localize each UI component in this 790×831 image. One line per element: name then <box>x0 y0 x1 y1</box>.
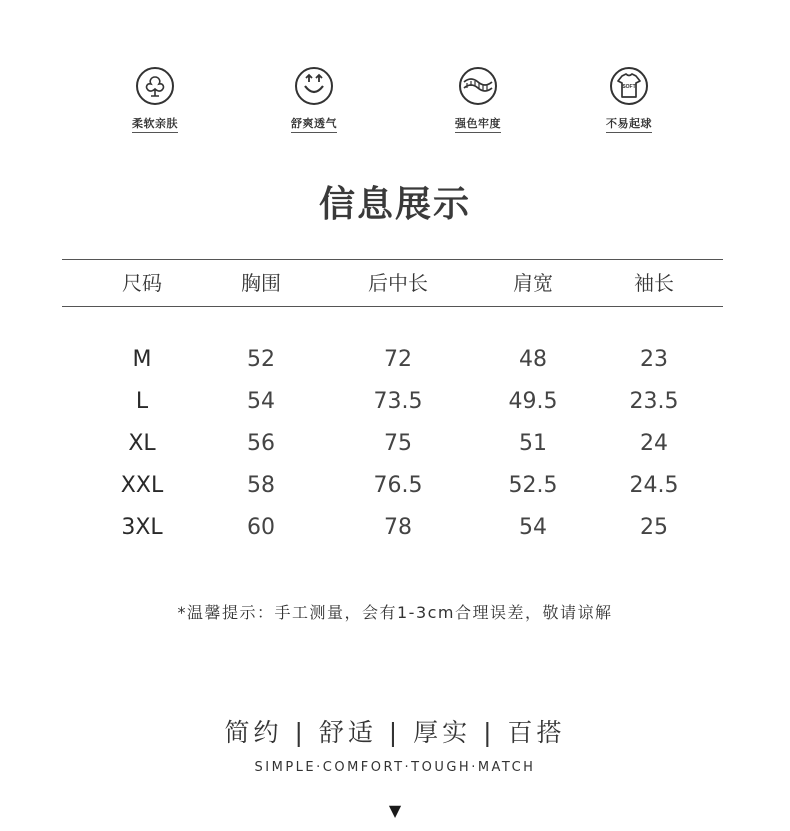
cell-size: XXL <box>120 473 164 498</box>
cell-length: 75 <box>384 431 412 456</box>
table-row <box>62 423 723 465</box>
feature-label: 不易起球 <box>606 115 652 133</box>
cell-chest: 54 <box>247 389 275 414</box>
feature-color-fastness <box>433 66 523 133</box>
feature-icons-row <box>0 66 790 146</box>
feature-breathable <box>269 66 359 133</box>
column-header-chest: 胸围 <box>241 271 281 295</box>
feature-anti-pilling <box>584 66 674 133</box>
cell-sleeve: 24.5 <box>629 473 679 498</box>
cell-chest: 56 <box>247 431 275 456</box>
section-title: 信息展示 <box>318 184 471 225</box>
feature-label: 柔软亲肤 <box>132 115 178 133</box>
breathable-smile-icon <box>294 66 334 106</box>
cell-chest: 60 <box>247 515 275 540</box>
cell-sleeve: 24 <box>640 431 668 456</box>
tagline-chinese: 简约 | 舒适 | 厚实 | 百搭 <box>224 718 566 747</box>
table-header-row <box>62 259 723 307</box>
tagline-english: SIMPLE·COMFORT·TOUGH·MATCH <box>254 760 536 775</box>
column-header-shoulder: 肩宽 <box>513 271 553 295</box>
cell-size: L <box>135 389 149 414</box>
size-table <box>62 259 723 549</box>
cell-shoulder: 49.5 <box>508 389 558 414</box>
table-row <box>62 507 723 549</box>
cell-length: 72 <box>384 347 412 372</box>
cell-sleeve: 23 <box>640 347 668 372</box>
cell-shoulder: 52.5 <box>508 473 558 498</box>
cell-size: XL <box>128 431 156 456</box>
color-fastness-icon <box>458 66 498 106</box>
down-arrow-icon: ▼ <box>388 801 402 820</box>
column-header-length: 后中长 <box>368 271 428 295</box>
feature-label: 强色牢度 <box>455 115 501 133</box>
table-row <box>62 465 723 507</box>
column-header-sleeve: 袖长 <box>634 271 674 295</box>
feature-soft <box>110 66 200 133</box>
cell-sleeve: 25 <box>640 515 668 540</box>
cell-shoulder: 51 <box>519 431 547 456</box>
column-header-size: 尺码 <box>122 271 162 295</box>
table-row <box>62 339 723 381</box>
soft-tshirt-icon <box>609 66 649 106</box>
svg-text:SOFT: SOFT <box>622 84 636 90</box>
cell-shoulder: 54 <box>519 515 547 540</box>
table-body <box>62 339 723 549</box>
cell-shoulder: 48 <box>519 347 547 372</box>
cotton-flower-icon <box>135 66 175 106</box>
table-row <box>62 381 723 423</box>
feature-label: 舒爽透气 <box>291 115 337 133</box>
cell-chest: 58 <box>247 473 275 498</box>
cell-chest: 52 <box>247 347 275 372</box>
cell-size: M <box>132 347 152 372</box>
measurement-note: *温馨提示：手工测量，会有1-3cm合理误差，敬请谅解 <box>177 603 613 622</box>
cell-length: 76.5 <box>373 473 423 498</box>
cell-size: 3XL <box>121 515 163 540</box>
cell-length: 73.5 <box>373 389 423 414</box>
cell-length: 78 <box>384 515 412 540</box>
cell-sleeve: 23.5 <box>629 389 679 414</box>
